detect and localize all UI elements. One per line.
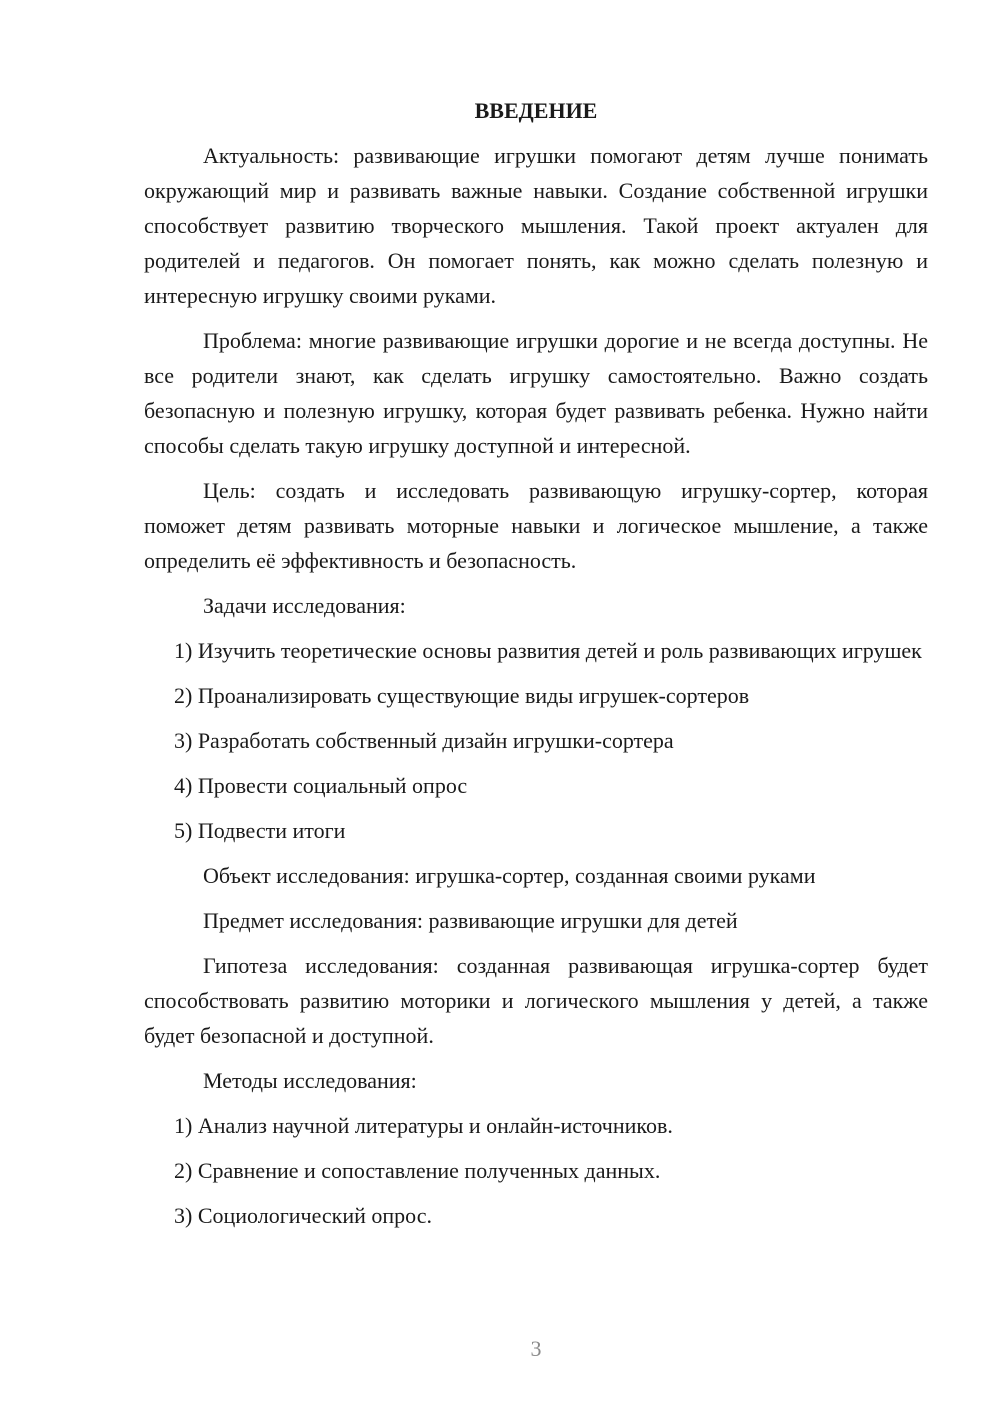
list-item: 2) Сравнение и сопоставление полученных данных. [174,1158,661,1183]
hypothesis-paragraph: Гипотеза исследования: созданная развивающая игрушка-сортер будет способствовать развитию моторики и логического мышления у детей, а также будет безопасной и доступной. [144,953,928,1048]
methods-title: Методы исследования: [203,1068,417,1093]
problem-paragraph: Проблема: многие развивающие игрушки дорогие и не всегда доступны. Не все родители знают, как сделать игрушку самостоятельно. Важно создать безопасную и полезную игрушку, которая будет развивать ребенка. Нужно найти способы сделать такую игрушку доступной и интересной. [144,328,928,458]
tasks-title: Задачи исследования: [203,593,406,618]
subject-paragraph: Предмет исследования: развивающие игрушки для детей [203,908,738,933]
section-heading: ВВЕДЕНИЕ [474,98,598,123]
list-item: 3) Социологический опрос. [174,1203,432,1228]
list-item: 1) Изучить теоретические основы развития детей и роль развивающих игрушек [174,638,922,663]
list-item: 2) Проанализировать существующие виды игрушек-сортеров [174,683,750,708]
relevance-paragraph: Актуальность: развивающие игрушки помогают детям лучше понимать окружающий мир и развивать важные навыки. Создание собственной игрушки способствует развитию творческого мышления. Такой проект актуален для родителей и педагогов. Он помогает понять, как можно сделать полезную и интересную игрушку своими руками. [144,143,928,308]
list-item: 3) Разработать собственный дизайн игрушки-сортера [174,728,674,753]
page-number: 3 [530,1336,542,1361]
list-item: 1) Анализ научной литературы и онлайн-источников. [174,1113,673,1138]
list-item: 5) Подвести итоги [174,818,346,843]
tasks-list [144,633,928,848]
methods-list [144,1108,928,1233]
goal-paragraph: Цель: создать и исследовать развивающую игрушку-сортер, которая поможет детям развивать моторные навыки и логическое мышление, а также определить её эффективность и безопасность. [144,478,928,573]
list-item: 4) Провести социальный опрос [174,773,468,798]
object-paragraph: Объект исследования: игрушка-сортер, созданная своими руками [203,863,816,888]
